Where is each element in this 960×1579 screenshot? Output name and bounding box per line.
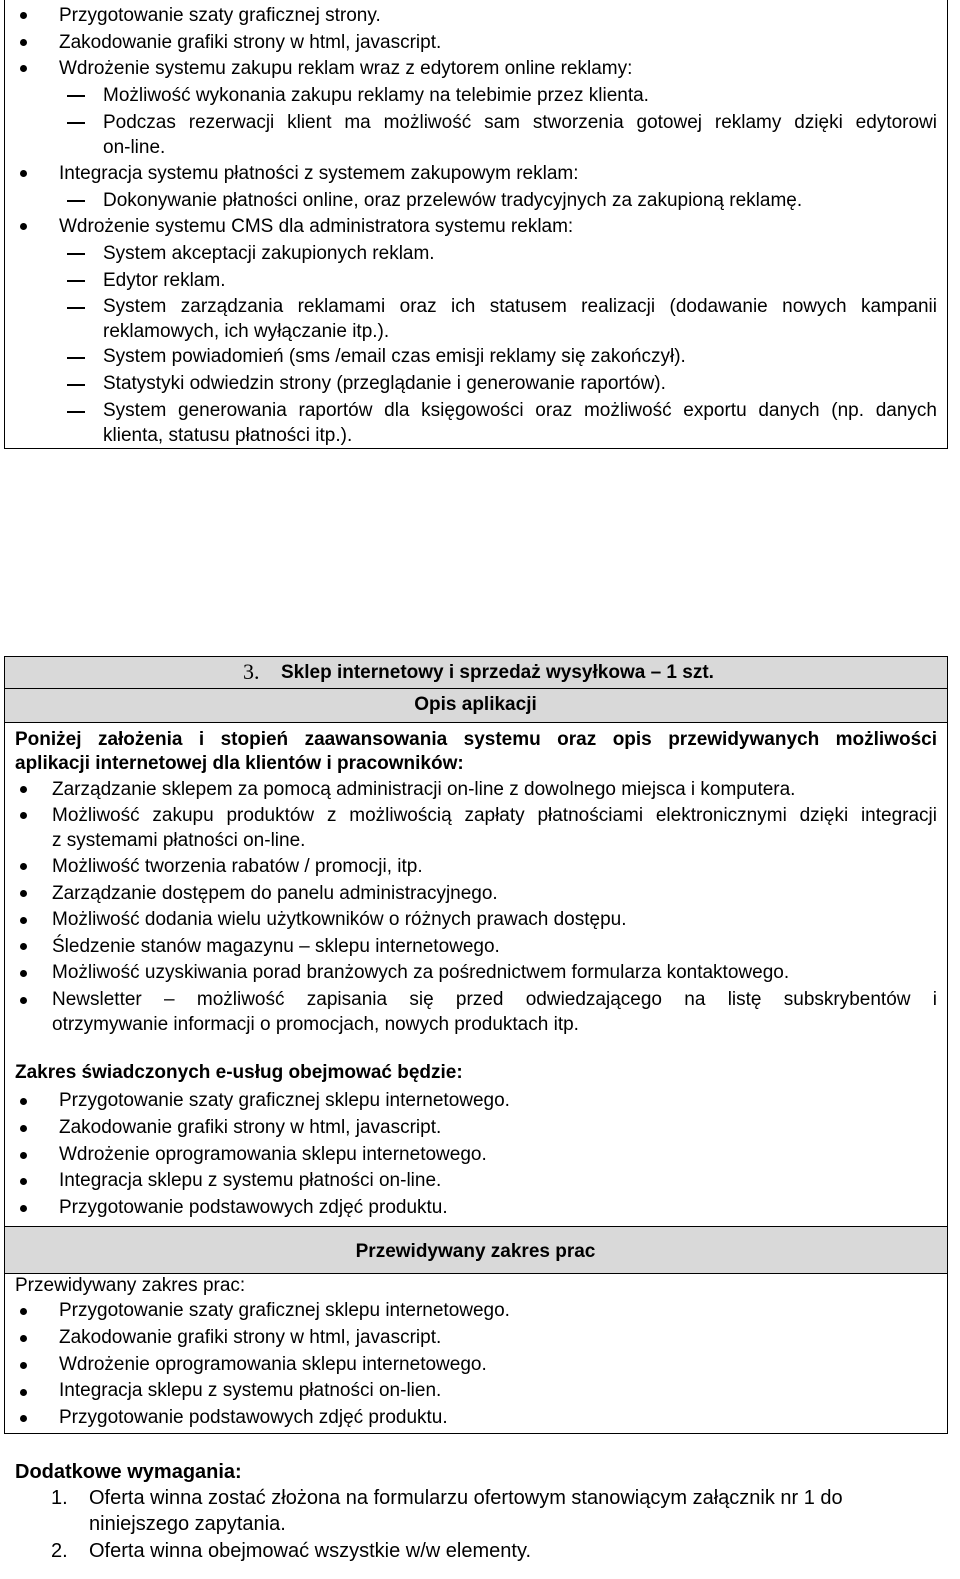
list-subitem: Podczas rezerwacji klient ma możliwość sam stworzenia gotowej reklamy dzięki edytorowi [103,112,937,133]
feature-item: Możliwość tworzenia rabatów / promocji, itp. [52,856,423,877]
works-item: Przygotowanie szaty graficznej sklepu internetowego. [59,1300,510,1321]
dash-icon [67,200,85,202]
works-header-bar [4,1226,948,1274]
requirement-text: Oferta winna zostać złożona na formularzu ofertowym stanowiącym załącznik nr 1 do [89,1487,843,1509]
feature-item: Śledzenie stanów magazynu – sklepu internetowego. [52,936,500,957]
bullet-icon [20,943,27,950]
list-subitem: System akceptacji zakupionych reklam. [103,243,435,264]
bullet-icon [20,917,27,924]
bullet-icon [20,1205,27,1212]
requirement-number: 2. [51,1540,68,1562]
bullet-icon [20,890,27,897]
feature-item: Możliwość zakupu produktów z możliwością zapłaty płatnościami elektronicznymi dzięki integracji [52,805,937,826]
feature-item: Możliwość uzyskiwania porad branżowych za pośrednictwem formularza kontaktowego. [52,962,790,983]
list-item: Wdrożenie systemu zakupu reklam wraz z edytorem online reklamy: [59,58,633,79]
list-item: Przygotowanie szaty graficznej strony. [59,5,381,26]
section3-subtitle-bar [4,688,948,723]
works-item: Zakodowanie grafiki strony w html, javascript. [59,1327,442,1348]
section-title: Sklep internetowy i sprzedaż wysyłkowa – 1 szt. [281,662,714,683]
list-subitem-continuation: klienta, statusu płatności itp.). [103,425,353,446]
feature-item: Zarządzanie sklepem za pomocą administracji on-line z dowolnego miejsca i komputera. [52,779,796,800]
section3-intro: Poniżej założenia i stopień zaawansowania systemu oraz opis przewidywanych możliwości [15,729,937,750]
bullet-icon [20,1308,27,1315]
additional-heading: Dodatkowe wymagania: [15,1461,242,1483]
dash-icon [67,384,85,386]
bullet-icon [20,39,27,46]
scope-item: Przygotowanie podstawowych zdjęć produktu. [59,1197,448,1218]
bullet-icon [20,1415,27,1422]
bullet-icon [20,1125,27,1132]
requirement-number: 1. [51,1487,68,1509]
list-subitem: Dokonywanie płatności online, oraz przelewów tradycyjnych za zakupioną reklamę. [103,190,803,211]
section3-title-bar [4,656,948,689]
list-subitem-continuation: on-line. [103,137,166,158]
scope-item: Zakodowanie grafiki strony w html, javascript. [59,1117,442,1138]
bullet-icon [20,863,27,870]
works-item: Integracja sklepu z systemu płatności on-lien. [59,1380,442,1401]
feature-item: Newsletter – możliwość zapisania się przed odwiedzającego na listę subskrybentów i [52,989,937,1010]
bullet-icon [20,1335,27,1342]
dash-icon [67,122,85,124]
list-item: Integracja systemu płatności z systemem zakupowym reklam: [59,163,579,184]
works-item: Wdrożenie oprogramowania sklepu internetowego. [59,1354,487,1375]
bullet-icon [20,12,27,19]
feature-item: Zarządzanie dostępem do panelu administracyjnego. [52,883,498,904]
bullet-icon [20,170,27,177]
scope-item: Integracja sklepu z systemu płatności on-line. [59,1170,442,1191]
dash-icon [67,357,85,359]
section3-intro-continuation: aplikacji internetowej dla klientów i pracowników: [15,753,464,774]
works-heading: Przewidywany zakres prac: [15,1275,246,1296]
dash-icon [67,280,85,282]
list-item: Zakodowanie grafiki strony w html, javascript. [59,32,442,53]
requirement-text-continuation: niniejszego zapytania. [89,1513,286,1535]
list-subitem-continuation: reklamowych, ich wyłączanie itp.). [103,321,390,342]
list-item: Wdrożenie systemu CMS dla administratora systemu reklam: [59,216,574,237]
list-subitem: Statystyki odwiedzin strony (przeglądanie i generowanie raportów). [103,373,666,394]
bullet-icon [20,223,27,230]
bullet-icon [20,1362,27,1369]
list-subitem: Możliwość wykonania zakupu reklamy na telebimie przez klienta. [103,85,649,106]
scope-heading: Zakres świadczonych e-usług obejmować będzie: [15,1062,463,1083]
list-subitem: System zarządzania reklamami oraz ich statusem realizacji (dodawanie nowych kampanii [103,296,937,317]
bullet-icon [20,1152,27,1159]
dash-icon [67,307,85,309]
list-subitem: System powiadomień (sms /email czas emisji reklamy się zakończył). [103,346,686,367]
bullet-icon [20,997,27,1004]
feature-item-continuation: z systemami płatności on-line. [52,830,306,851]
bullet-icon [20,1178,27,1185]
section-number: 3. [243,659,260,684]
requirement-text: Oferta winna obejmować wszystkie w/w elementy. [89,1540,532,1562]
bullet-icon [20,65,27,72]
scope-item: Przygotowanie szaty graficznej sklepu internetowego. [59,1090,510,1111]
feature-item: Możliwość dodania wielu użytkowników o różnych prawach dostępu. [52,909,627,930]
scope-item: Wdrożenie oprogramowania sklepu internetowego. [59,1144,487,1165]
works-header: Przewidywany zakres prac [355,1241,596,1262]
bullet-icon [20,1098,27,1105]
dash-icon [67,253,85,255]
dash-icon [67,411,85,413]
dash-icon [67,95,85,97]
bullet-icon [20,970,27,977]
list-subitem: Edytor reklam. [103,270,226,291]
bullet-icon [20,786,27,793]
works-item: Przygotowanie podstawowych zdjęć produktu. [59,1407,448,1428]
bullet-icon [20,812,27,819]
bullet-icon [20,1389,27,1396]
list-subitem: System generowania raportów dla księgowości oraz możliwość exportu danych (np. danych [103,400,937,421]
section-subtitle: Opis aplikacji [414,694,537,715]
feature-item-continuation: otrzymywanie informacji o promocjach, nowych produktach itp. [52,1014,579,1035]
